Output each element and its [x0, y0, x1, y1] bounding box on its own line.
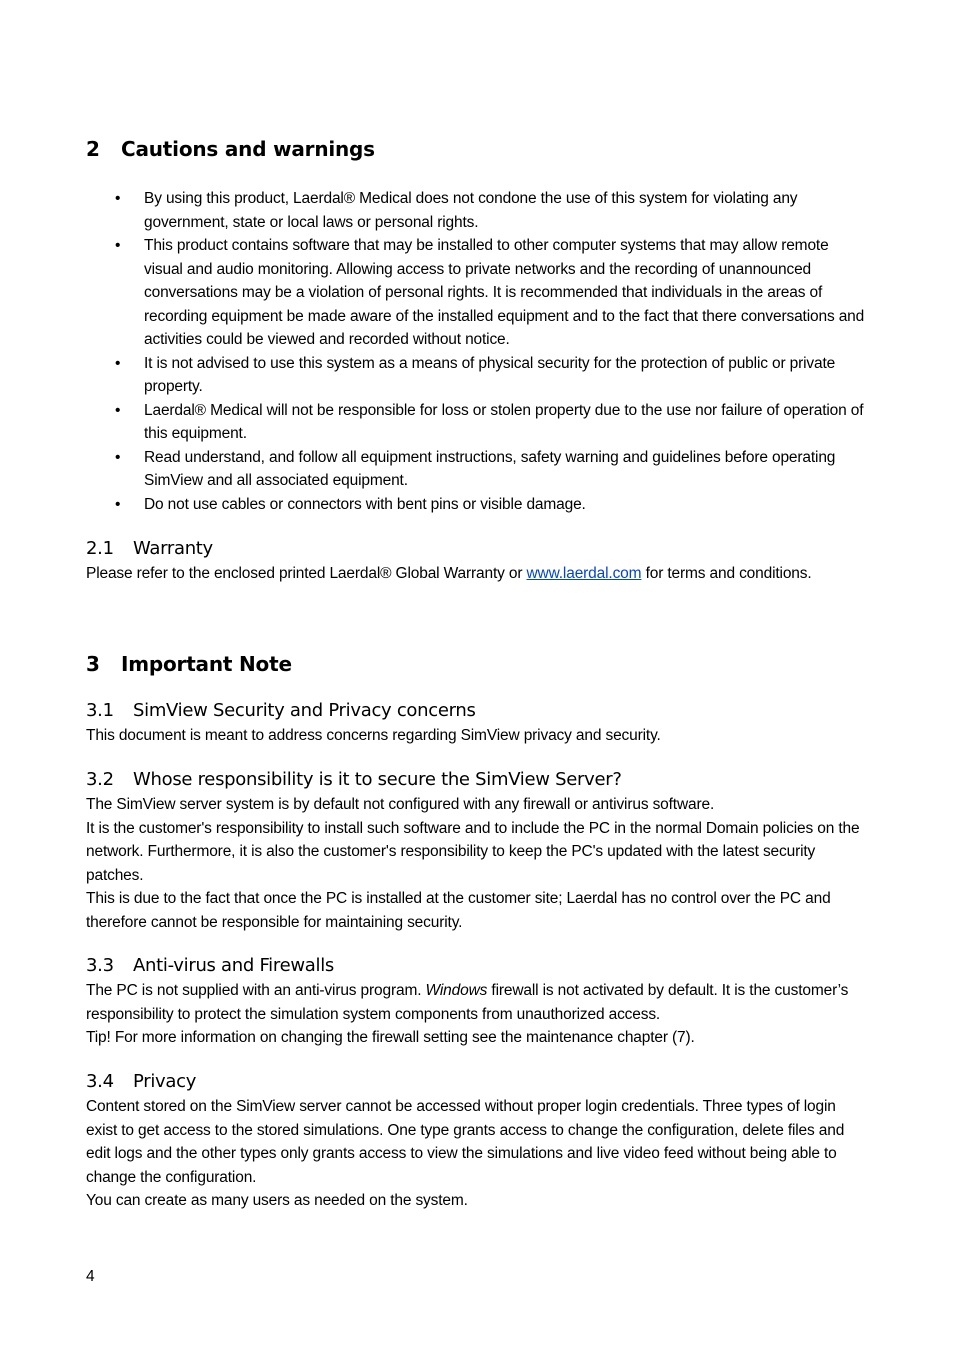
list-item: [86, 446, 866, 493]
laerdal-website-link[interactable]: www.laerdal.com: [526, 565, 642, 582]
list-item-text: It is not advised to use this system as a means of physical security for the protection of public or private property.: [144, 354, 836, 395]
tip-line: Tip! For more information on changing the firewall setting see the maintenance chapter (7).: [86, 1029, 695, 1046]
section-3-1-heading: [86, 700, 476, 721]
warranty-text-end: for terms and conditions.: [641, 565, 812, 582]
paragraph-line: [86, 979, 862, 1026]
section-title: Privacy: [133, 1071, 197, 1092]
section-3-heading: [86, 652, 292, 676]
section-title: Anti-virus and Firewalls: [133, 955, 334, 976]
security-privacy-paragraph: [86, 724, 862, 748]
section-number: 3: [86, 652, 100, 676]
section-3-2-heading: [86, 769, 622, 790]
page-number: 4: [86, 1268, 95, 1285]
section-number: 2.1: [86, 538, 114, 559]
section-title: Cautions and warnings: [121, 137, 375, 161]
bullet-marker: •: [115, 495, 121, 513]
section-3-4-heading: [86, 1071, 196, 1092]
paragraph-line: It is the customer's responsibility to install such software and to include the PC in the normal Domain policies on the network. Furthermore, it is also the customer's responsibility to keep the PC's updated with the latest security patches.: [86, 819, 860, 884]
section-title: Whose responsibility is it to secure the SimView Server?: [133, 769, 622, 790]
list-item-text: Laerdal® Medical will not be responsible for loss or stolen property due to the use nor failure of operation of this equipment.: [144, 401, 864, 442]
paragraph-text: The PC is not supplied with an anti-virus program.: [86, 982, 426, 999]
bullet-marker: •: [115, 448, 121, 466]
section-title: Important Note: [121, 652, 292, 676]
section-number: 3.4: [86, 1071, 114, 1092]
section-number: 3.2: [86, 769, 114, 790]
warranty-paragraph: [86, 562, 862, 586]
section-title: SimView Security and Privacy concerns: [133, 700, 476, 721]
list-item-text: This product contains software that may be installed to other computer systems that may allow remote visual and audio monitoring. Allowing access to private networks and the recording of unannounced conversations may be a violation of personal rights. It is recommended that individuals in the areas of recording equipment be made aware of the installed equipment and to the fact that there conversations and activities could be viewed and recorded without notice.: [144, 237, 865, 348]
list-item: [86, 399, 866, 446]
section-2-heading: [86, 137, 375, 161]
list-item-text: By using this product, Laerdal® Medical does not condone the use of this system for violating any government, state or local laws or personal rights.: [144, 190, 798, 231]
bullet-marker: •: [115, 190, 121, 207]
privacy-paragraph: [86, 1095, 862, 1213]
windows-italic: Windows: [425, 982, 488, 999]
paragraph-line: This is due to the fact that once the PC is installed at the customer site; Laerdal has no control over the PC and therefore cannot be responsible for maintaining security.: [86, 890, 831, 931]
paragraph-text: This document is meant to address concerns regarding SimView privacy and security.: [86, 727, 661, 744]
section-3-3-heading: [86, 955, 334, 976]
bullet-marker: •: [115, 401, 121, 419]
section-2-1-heading: [86, 538, 213, 559]
bullet-marker: •: [115, 237, 121, 254]
paragraph-line: You can create as many users as needed on the system.: [86, 1192, 468, 1209]
responsibility-paragraph: [86, 793, 862, 934]
paragraph-line: Content stored on the SimView server cannot be accessed without proper login credentials. Three types of login exist to get access to the stored simulations. One type grants access to change the configuration, delete files and edit logs and the other types only grants access to view the simulations and live video feed without being able to change the configuration.: [86, 1098, 845, 1186]
cautions-list: [86, 187, 866, 516]
list-item: [86, 493, 866, 517]
list-item: [86, 352, 866, 399]
list-item-text: Read understand, and follow all equipment instructions, safety warning and guidelines before operating SimView and all associated equipment.: [144, 448, 836, 489]
section-number: 3.1: [86, 700, 114, 721]
list-item: [86, 187, 866, 234]
paragraph-text-end: firewall is not activated by default. It is the customer’s responsibility to protect the simulation system components from unauthorized access.: [86, 982, 849, 1023]
list-item-text: Do not use cables or connectors with bent pins or visible damage.: [144, 495, 586, 513]
warranty-text: Please refer to the enclosed printed Laerdal® Global Warranty or: [86, 565, 527, 582]
list-item: [86, 234, 866, 352]
paragraph-line: The SimView server system is by default not configured with any firewall or antivirus software.: [86, 796, 715, 813]
antivirus-paragraph: [86, 979, 862, 1050]
section-title: Warranty: [133, 538, 213, 559]
section-number: 2: [86, 137, 100, 161]
bullet-marker: •: [115, 354, 121, 372]
section-number: 3.3: [86, 955, 114, 976]
